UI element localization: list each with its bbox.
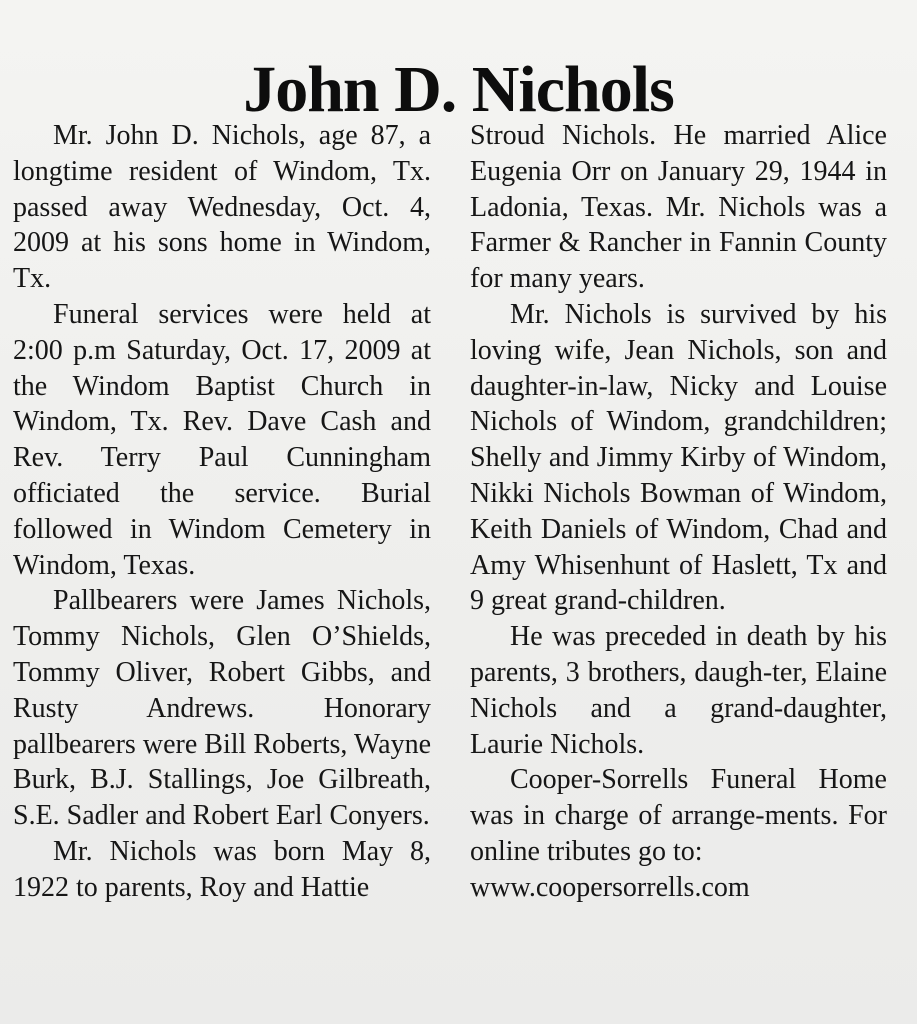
paragraph-birth: Mr. Nichols was born May 8, 1922 to parents, Roy and Hattie: [13, 835, 431, 903]
paragraph-death-notice: Mr. John D. Nichols, age 87, a longtime resident of Windom, Tx. passed away Wednesday, Oct. 4, 2009 at his sons home in Windom, Tx.: [13, 120, 431, 295]
paragraph-pallbearers: Pallbearers were James Nichols, Tommy Nichols, Glen O’Shields, Tommy Oliver, Robert Gibbs, and Rusty Andrews. Honorary pallbearers were Bill Roberts, Wayne Burk, B.J. Stallings, Joe Gilbreath, S.E. Sadler and Robert Earl Conyers.: [13, 585, 431, 832]
paragraph-arrangements: Cooper-Sorrells Funeral Home was in charge of arrange-ments. For online tributes go to:: [470, 764, 887, 867]
tributes-url: www.coopersorrells.com: [470, 871, 750, 903]
left-column: [13, 118, 431, 906]
obituary-title: John D. Nichols: [243, 53, 674, 127]
paragraph-preceded-in-death: He was preceded in death by his parents, 3 brothers, daugh-ter, Elaine Nichols and a grand-daughter, Laurie Nichols.: [470, 621, 887, 760]
paragraph-survivors: Mr. Nichols is survived by his loving wife, Jean Nichols, son and daughter-in-law, Nicky and Louise Nichols of Windom, grandchildren; Shelly and Jimmy Kirby of Windom, Nikki Nichols Bowman of Windom, Keith Daniels of Windom, Chad and Amy Whisenhunt of Haslett, Tx and 9 great grand-children.: [470, 298, 887, 617]
paragraph-funeral-services: Funeral services were held at 2:00 p.m Saturday, Oct. 17, 2009 at the Windom Baptist Church in Windom, Tx. Rev. Dave Cash and Rev. Terry Paul Cunningham officiated the service. Burial followed in Windom Cemetery in Windom, Texas.: [13, 298, 431, 581]
right-column: [470, 118, 887, 906]
paragraph-marriage: Stroud Nichols. He married Alice Eugenia Orr on January 29, 1944 in Ladonia, Texas. Mr. Nichols was a Farmer & Rancher in Fannin County for many years.: [470, 120, 887, 295]
